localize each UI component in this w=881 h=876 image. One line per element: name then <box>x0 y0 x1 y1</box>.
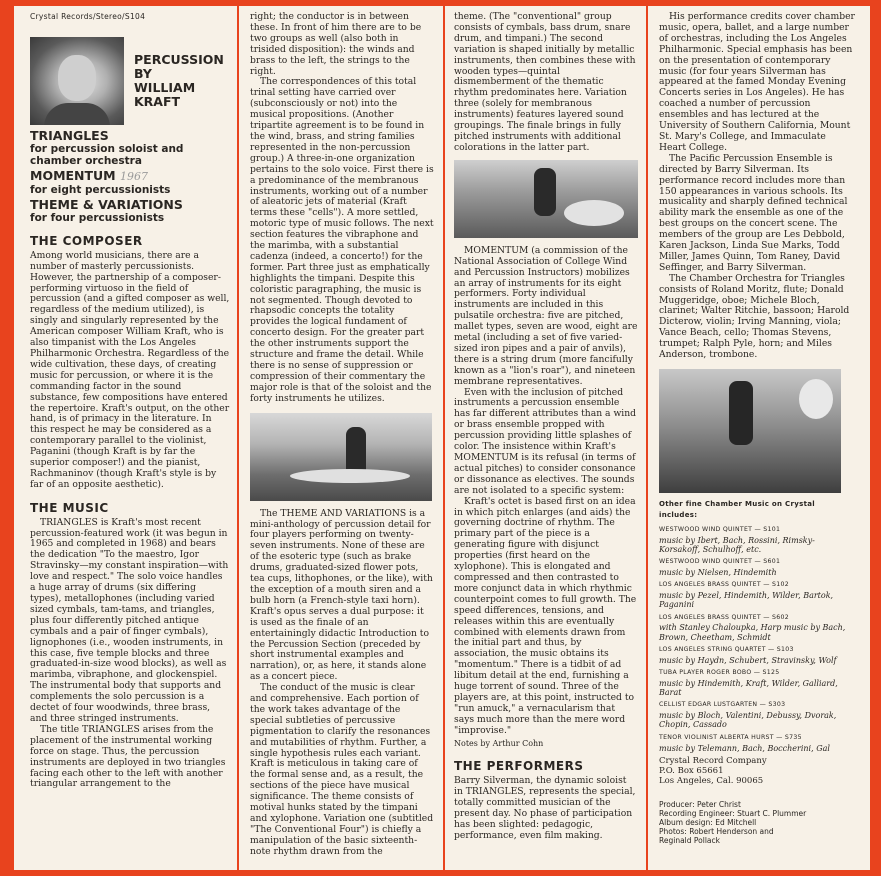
composer-portrait <box>30 37 124 125</box>
list-item: TUBA PLAYER ROGER BOBO — S125 music by Hindemith, Kraft, Wilder, Galliard, Barat <box>659 668 838 698</box>
title-line: KRAFT <box>134 93 181 109</box>
list-item: LOS ANGELES BRASS QUINTET — S602 with Stanley Chaloupka, Harp music by Bach, Brown, Cheetham, Schmidt <box>659 613 846 642</box>
body-paragraph: The THEME AND VARIATIONS is a mini-anthology of percussion detail for four players performing on twenty-seven instruments. None of these are of the esoteric type (such as brake drums, graduated-sized flower pots, tea cups, lithophones, or the like), with the exception of a mouth siren and a bulb horn (a French-style taxi horn). Kraft's opus serves a dual purpose: it is used as the finale of an entertainingly didactic Introduction to the Percussion Section (preceded by short instrumental examples and narration), or, as here, it stands alone as a concert piece. <box>250 507 433 683</box>
handwritten-year: 1967 <box>119 169 148 183</box>
list-item: WESTWOOD WIND QUINTET — S101 music by Ibert, Bach, Rossini, Rimsky-Korsakoff, Schulhoff, etc. <box>659 525 815 554</box>
works-list <box>30 129 230 224</box>
column-divider <box>237 6 239 870</box>
album-title <box>134 53 224 109</box>
list-item: CELLIST EDGAR LUSTGARTEN — S303 music by Bloch, Valentini, Debussy, Dvorak, Chopin, Cassado <box>659 701 837 730</box>
body-paragraph: Even with the inclusion of pitched instruments a percussion ensemble has far different attributes than a wind or brass ensemble propped with percussion providing little splashes of color. The insistence within Kraft's MOMENTUM is its refusal (in terms of actual pitches) to consider consonance or dissonance as electives. The sounds are not isolated to a specific system: <box>454 386 637 496</box>
work-subtitle: for eight percussionists <box>30 183 171 196</box>
column-1 <box>30 12 230 790</box>
title-line: BY <box>134 65 152 81</box>
body-paragraph: The correspondences of this total trinal setting have carried over (subconsciously or not) into the musical propositions. (Another tripartite agreement is to be found in the wind, brass, and string families represented in the non-percussion group.) A three-in-one organization pertains to the solo voice. First there is a predominance of the membranous instruments, working out of a number of aleatoric jets of material (Kraft terms these "cells"). A more settled, motoric type of music follows. The next section features the vibraphone and the marimba, with a substantial cadenza (indeed, a concerto!) for the former. Part three just as emphatically highlights the timpani. Despite this coloristic paragraphing, the music is not segmented. Though devoted to rhapsodic concepts the totality provides the logical fundament of concerto design. For the greater part the other instruments support the structure and frame the detail. While there is no sense of suppression or compression of their commentary the major role is that of the soloist and the forty instruments he utilizes. <box>250 76 434 404</box>
notes-author: Notes by Arthur Cohn <box>454 738 544 748</box>
work-title: THEME & VARIATIONS <box>30 196 183 212</box>
music-paragraph: TRIANGLES is Kraft's most recent percussion-featured work (it was begun in 1965 and completed in 1968) and bears the dedication "To the maestro, Igor Stravinsky—my constant inspiration—with love and respect." The solo voice handles a huge array of drums (six differing types), metallophones (including varied sized cymbals, tam-tams, and triangles, plus four differently pitched antique cymbals and a pair of finger cymbals), lignophones (i.e., wooden instruments, in this case, five temple blocks and three graduated-in-size wood blocks), as well as marimba, vibraphone, and glockenspiel. The instrumental body that supports and complements the solo percussion is a dectet of four woodwinds, three brass, and three stringed instruments. <box>30 516 229 724</box>
body-paragraph: The Pacific Percussion Ensemble is directed by Barry Silverman. Its performance record includes more than 150 appearances in various schools. Its musicality and sharply defined technical ability mark the ensemble as one of the best groups on the concert scene. The members of the group are Les Debbold, Karen Jackson, Linda Sue Marks, Todd Miller, James Quinn, Tom Raney, David Seffinger, and Barry Silverman. <box>659 152 848 273</box>
column-divider <box>443 6 445 870</box>
performers-heading: THE PERFORMERS <box>454 759 584 774</box>
body-paragraph: Barry Silverman, the dynamic soloist in TRIANGLES, represents the special, totally committed musician of the present day. No phase of participation has been slighted: pedagogic, performance, even film making. <box>454 775 636 841</box>
body-paragraph: right; the conductor is in between these. In front of him there are to be two groups as well (also both in trisided disposition): the winds and brass to the left, the strings to the right. <box>250 11 422 77</box>
title-line: WILLIAM <box>134 79 196 95</box>
list-item: WESTWOOD WIND QUINTET — S601 music by Nielsen, Hindemith <box>659 558 781 578</box>
body-paragraph: The Chamber Orchestra for Triangles consists of Roland Moritz, flute; Donald Muggeridge, oboe; Michele Bloch, clarinet; Walter Ritchie, bassoon; Harold Dicterow, violin; Irving Manning, viola; Vance Beach, cello; Thomas Stevens, trumpet; Ralph Pyle, horn; and Miles Anderson, trombone. <box>659 272 850 361</box>
title-line: PERCUSSION <box>134 51 224 67</box>
body-paragraph: Kraft's octet is based first on an idea in which pitch enlarges (and aids) the governing doctrine of rhythm. The primary part of the piece is a generating figure with disjunct properties (first heard on the xylophone). This is elongated and compressed and then contrasted to more conjunct data in which rhythmic counterpoint comes to full growth. The speed differences, tensions, and releases within this are eventually combined with elements drawn from the initial part and thus, by association, the music obtains its "momentum." There is a tidbit of ad libitum detail at the end, furnishing a huge torrent of sound. Three of the players are, at this point, instructed to "run amuck," a vernacularism that says much more than the mere word "improvise." <box>454 495 637 736</box>
composer-heading: THE COMPOSER <box>30 233 143 248</box>
music-heading: THE MUSIC <box>30 500 109 515</box>
list-item: LOS ANGELES BRASS QUINTET — S102 music by Pezel, Hindemith, Wilder, Bartok, Paganini <box>659 581 834 610</box>
momentum-photo <box>454 160 638 238</box>
column-4 <box>659 12 855 845</box>
column-3 <box>454 12 638 842</box>
liner-notes-sheet <box>14 6 870 870</box>
list-item: TENOR VIOLINIST ALBERTA HURST — S735 music by Telemann, Bach, Boccherini, Gal <box>659 733 830 753</box>
composer-text: Among world musicians, there are a number of masterly percussionists. However, the partnership of a composer-performing virtuoso in the field of percussion (and a gifted composer as well, regardless of the medium utilized), is singly and singularly represented by the American composer William Kraft, who is also timpanist with the Los Angeles Philharmonic Orchestra. Regardless of the wide cultivation, these days, of creating music for percussion, or where it is the commanding factor in the sound substance, few compositions have entered the repertoire. Kraft's output, on the other hand, is of primacy in the literature. In this respect he may be considered as a contemporary parallel to the violinist, Paganini (though Kraft is by far the superior composer!) and the pianist, Rachmaninov (though Kraft's style is by far of an opposite aesthetic). <box>30 249 230 490</box>
body-paragraph: theme. (The "conventional" group consists of cymbals, bass drum, snare drum, and timpani.) The second variation is shaped initially by metallic instruments, then combines these with wooden types—quintal dismemberment of the thematic rhythm predominates here. Variation three (solely for membranous instruments) features layered sound groupings. The finale brings in fully pitched instruments with additional colorations in the latter part. <box>454 11 636 153</box>
work-title: TRIANGLES <box>30 127 109 143</box>
other-records-heading: Other fine Chamber Music on Crystal includes: <box>659 500 815 519</box>
music-paragraph: The title TRIANGLES arises from the placement of the instrumental working force on stage. Thus, the percussion instruments are deployed in two triangles facing each other to the left with another triangular arrangement to the <box>30 723 226 790</box>
soloist-photo <box>659 369 841 493</box>
company-address: Crystal Record Company P.O. Box 65661 Los Angeles, Cal. 90065 <box>659 755 767 786</box>
record-label: Crystal Records/Stereo/S104 <box>30 12 146 21</box>
ensemble-photo <box>250 413 432 501</box>
body-paragraph: His performance credits cover chamber music, opera, ballet, and a large number of orchestras, including the Los Angeles Philharmonic. Special emphasis has been on the presentation of contemporary music (for four years Silverman has appeared at the famed Monday Evening Concerts series in Los Angeles). He has coached a number of percussion ensembles and has lectured at the University of Southern California, Mount St. Mary's College, and Immaculate Heart College. <box>659 11 855 153</box>
work-subtitle: for percussion soloist and chamber orchestra <box>30 142 184 167</box>
work-subtitle: for four percussionists <box>30 211 165 224</box>
other-records-list <box>659 525 855 753</box>
work-title: MOMENTUM 1967 <box>30 167 148 183</box>
column-divider <box>646 6 648 870</box>
body-paragraph: The conduct of the music is clear and comprehensive. Each portion of the work takes advantage of the special subtleties of percussive pigmentation to clarify the resonances and mutabilities of rhythm. Further, a single hypothesis rules each variant. Kraft is meticulous in taking care of the formal sense and, as a result, the sections of the piece have musical significance. The theme consists of motival hunks stated by the timpani and xylophone. Variation one (subtitled "The Conventional Four") is chiefly a manipulation of the basic sixteenth-note rhythm drawn from the <box>250 682 434 857</box>
production-credits: Producer: Peter Christ Recording Engineer: Stuart C. Plummer Album design: Ed Mitchell Photos: Robert Henderson and Reginald Pollack <box>659 799 807 845</box>
body-paragraph: MOMENTUM (a commission of the National Association of College Wind and Percussion Instructors) mobilizes an array of instruments for its eight performers. Forty individual instruments are included in this pulsatile orchestra: five are pitched, mallet types, seven are wood, eight are metal (including a set of five varied-sized iron pipes and a pair of anvils), there is a string drum (more fancifully known as a "lion's roar"), and nineteen membrane representatives. <box>454 244 638 387</box>
title-block <box>30 37 230 125</box>
list-item: LOS ANGELES STRING QUARTET — S103 music by Haydn, Schubert, Stravinsky, Wolf <box>659 645 837 665</box>
column-2 <box>250 12 434 858</box>
